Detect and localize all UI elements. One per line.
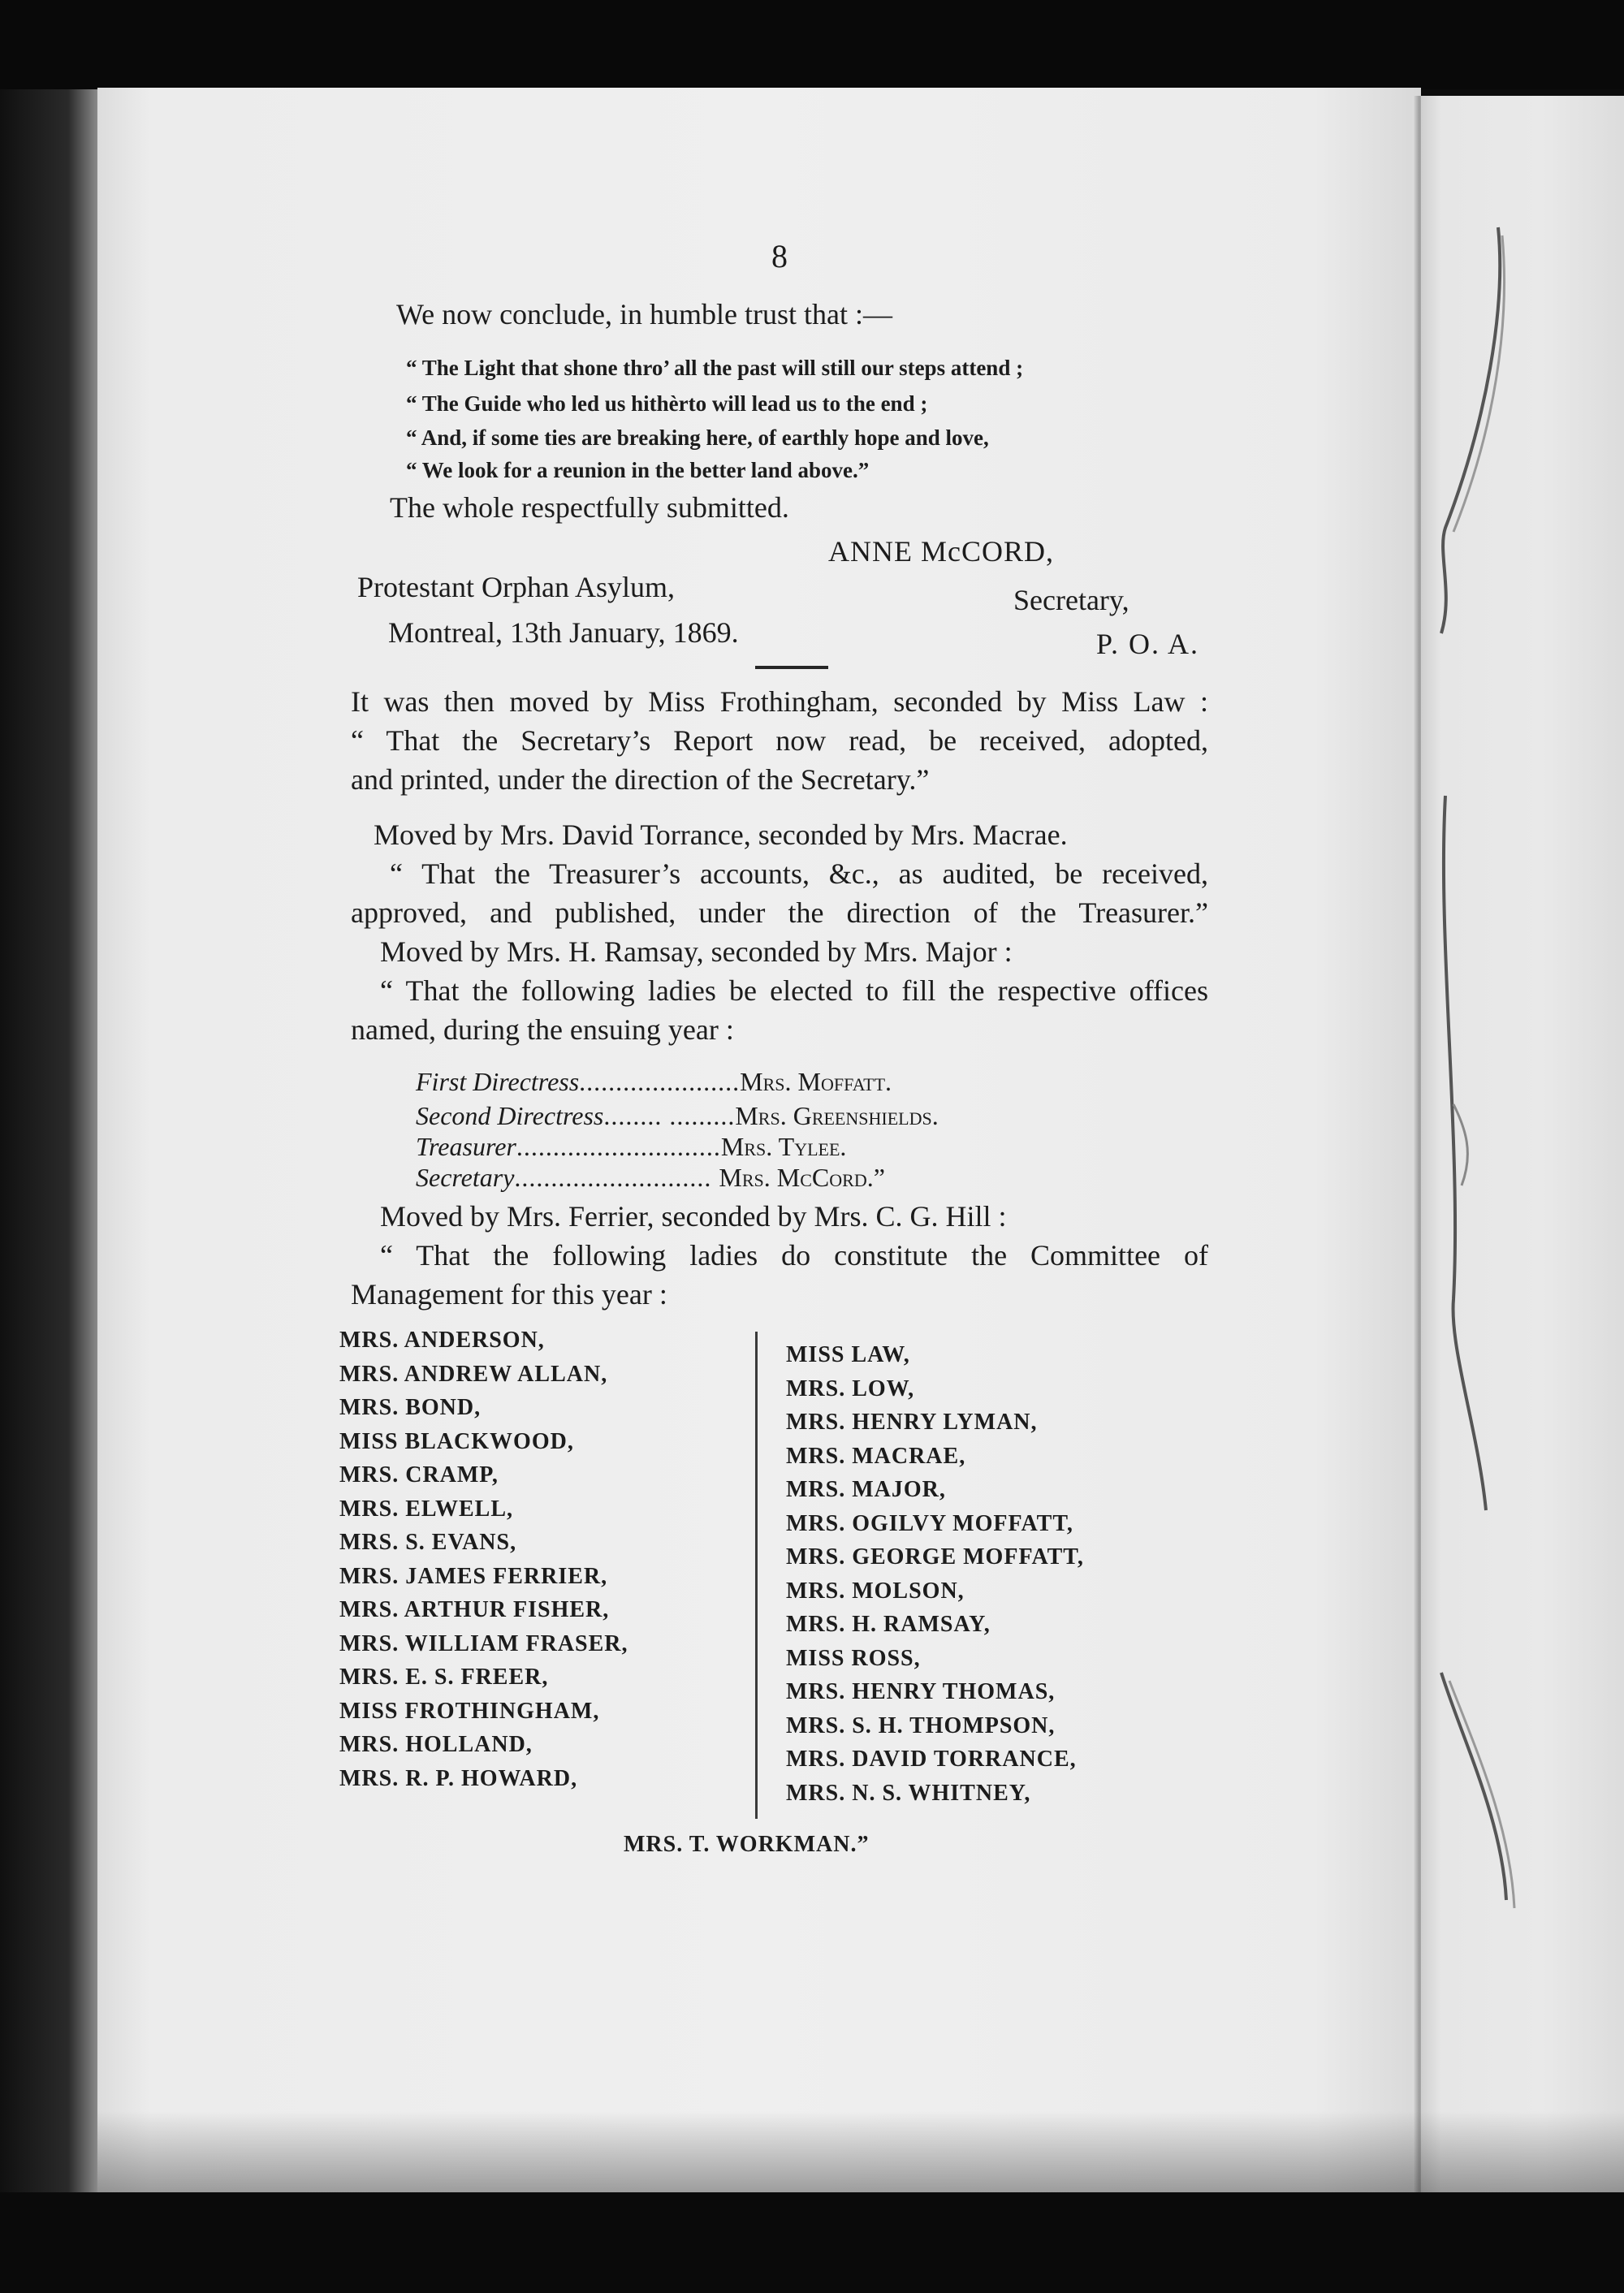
office-role: Second Directress <box>416 1101 604 1130</box>
scan-border-left <box>0 89 97 2200</box>
office-holder: Mrs. Greenshields. <box>735 1101 939 1130</box>
verse-line: “ The Guide who led us hithèrto will lead us to the end ; <box>406 391 928 416</box>
motion-line: “ That the Secretary’s Report now read, be received, adopted, <box>351 724 1208 757</box>
scan-border-bottom <box>0 2192 1624 2293</box>
committee-member-final: MRS. T. WORKMAN.” <box>624 1832 870 1857</box>
scan-border-top <box>0 0 1624 89</box>
motion-line: “ That the following ladies do constitute the Committee of <box>380 1239 1208 1272</box>
motion-line: Moved by Mrs. David Torrance, seconded by Mrs. Macrae. <box>374 818 1068 851</box>
signatory-title: Secretary, <box>1013 584 1129 616</box>
motion-paragraph <box>351 815 1208 932</box>
committee-member: MRS. H. RAMSAY, <box>786 1612 991 1637</box>
office-role: First Directress <box>416 1067 580 1096</box>
committee-member: MRS. ANDREW ALLAN, <box>339 1361 608 1387</box>
office-row <box>416 1163 885 1193</box>
committee-member: MRS. ELWELL, <box>339 1496 514 1522</box>
leader-dots: ........................... <box>514 1163 719 1192</box>
committee-member: MRS. HENRY LYMAN, <box>786 1410 1038 1435</box>
office-holder: Mrs. McCord.” <box>719 1163 885 1192</box>
office-role: Treasurer <box>416 1132 516 1161</box>
submission-line: The whole respectfully submitted. <box>390 491 789 524</box>
committee-list-left <box>339 1324 628 1795</box>
verse-line: “ And, if some ties are breaking here, of earthly hope and love, <box>406 425 989 450</box>
report-date: Montreal, 13th January, 1869. <box>388 616 739 649</box>
section-divider <box>755 666 828 669</box>
committee-list-right <box>786 1338 1084 1810</box>
committee-member: MRS. R. P. HOWARD, <box>339 1765 578 1791</box>
committee-member: MRS. DAVID TORRANCE, <box>786 1747 1077 1772</box>
leader-dots: ...................... <box>579 1067 741 1096</box>
verse-line: “ The Light that shone thro’ all the past will still our steps attend ; <box>406 356 1024 380</box>
committee-member: MRS. LOW, <box>786 1375 915 1401</box>
committee-member: MISS LAW, <box>786 1342 910 1367</box>
committee-member: MRS. JAMES FERRIER, <box>339 1563 608 1589</box>
committee-member: MRS. MAJOR, <box>786 1477 946 1502</box>
motion-line: Management for this year : <box>351 1278 667 1311</box>
motion-line: It was then moved by Miss Frothingham, seconded by Miss Law : <box>351 685 1208 718</box>
binding-thread-icon <box>1429 211 1543 1916</box>
motion-paragraph <box>351 682 1208 799</box>
committee-member: MRS. S. EVANS, <box>339 1530 517 1555</box>
leader-dots: ........ ......... <box>603 1101 736 1130</box>
committee-member: MRS. HOLLAND, <box>339 1732 533 1757</box>
committee-member: MRS. ANDERSON, <box>339 1328 545 1353</box>
signatory-name: ANNE McCORD, <box>828 535 1054 568</box>
committee-member: MRS. MACRAE, <box>786 1443 966 1469</box>
office-row <box>416 1067 892 1097</box>
committee-member: MRS. E. S. FREER, <box>339 1665 549 1690</box>
office-role: Secretary <box>416 1163 515 1192</box>
committee-member: MRS. CRAMP, <box>339 1462 499 1488</box>
committee-member: MRS. S. H. THOMPSON, <box>786 1712 1056 1738</box>
committee-member: MISS BLACKWOOD, <box>339 1428 574 1454</box>
committee-member: MISS FROTHINGHAM, <box>339 1698 600 1724</box>
committee-member: MRS. ARTHUR FISHER, <box>339 1597 610 1622</box>
motion-line: approved, and published, under the direction of the Treasurer.” <box>351 896 1208 929</box>
office-row <box>416 1101 939 1131</box>
office-holder: Mrs. Moffatt. <box>740 1067 892 1096</box>
column-divider <box>755 1332 758 1819</box>
signatory-organization-abbr: P. O. A. <box>1096 628 1200 660</box>
motion-line: Moved by Mrs. H. Ramsay, seconded by Mrs. Major : <box>380 935 1013 968</box>
intro-line: We now conclude, in humble trust that :— <box>396 298 892 330</box>
committee-member: MRS. OGILVY MOFFATT, <box>786 1510 1073 1536</box>
organization-name: Protestant Orphan Asylum, <box>357 571 675 603</box>
motion-line: named, during the ensuing year : <box>351 1013 734 1046</box>
committee-member: MRS. MOLSON, <box>786 1578 965 1604</box>
motion-line: Moved by Mrs. Ferrier, seconded by Mrs. C. G. Hill : <box>380 1200 1007 1233</box>
motion-line: “ That the Treasurer’s accounts, &c., as audited, be received, <box>390 857 1208 890</box>
committee-member: MRS. HENRY THOMAS, <box>786 1679 1056 1704</box>
leader-dots: ............................ <box>516 1132 721 1161</box>
office-holder: Mrs. Tylee. <box>720 1132 847 1161</box>
motion-paragraph <box>351 932 1208 1049</box>
committee-member: MRS. N. S. WHITNEY, <box>786 1780 1031 1806</box>
motion-line: “ That the following ladies be elected to fill the respective offices <box>380 974 1208 1007</box>
page-bottom-shadow <box>97 2111 1624 2200</box>
committee-member: MRS. BOND, <box>339 1395 482 1420</box>
motion-paragraph <box>351 1197 1208 1314</box>
committee-member: MRS. GEORGE MOFFATT, <box>786 1544 1084 1570</box>
committee-member: MISS ROSS, <box>786 1645 921 1671</box>
page-number: 8 <box>771 238 788 274</box>
office-row <box>416 1132 846 1162</box>
committee-member: MRS. WILLIAM FRASER, <box>339 1630 628 1656</box>
motion-line: and printed, under the direction of the Secretary.” <box>351 763 930 796</box>
verse-line: “ We look for a reunion in the better land above.” <box>406 458 870 482</box>
